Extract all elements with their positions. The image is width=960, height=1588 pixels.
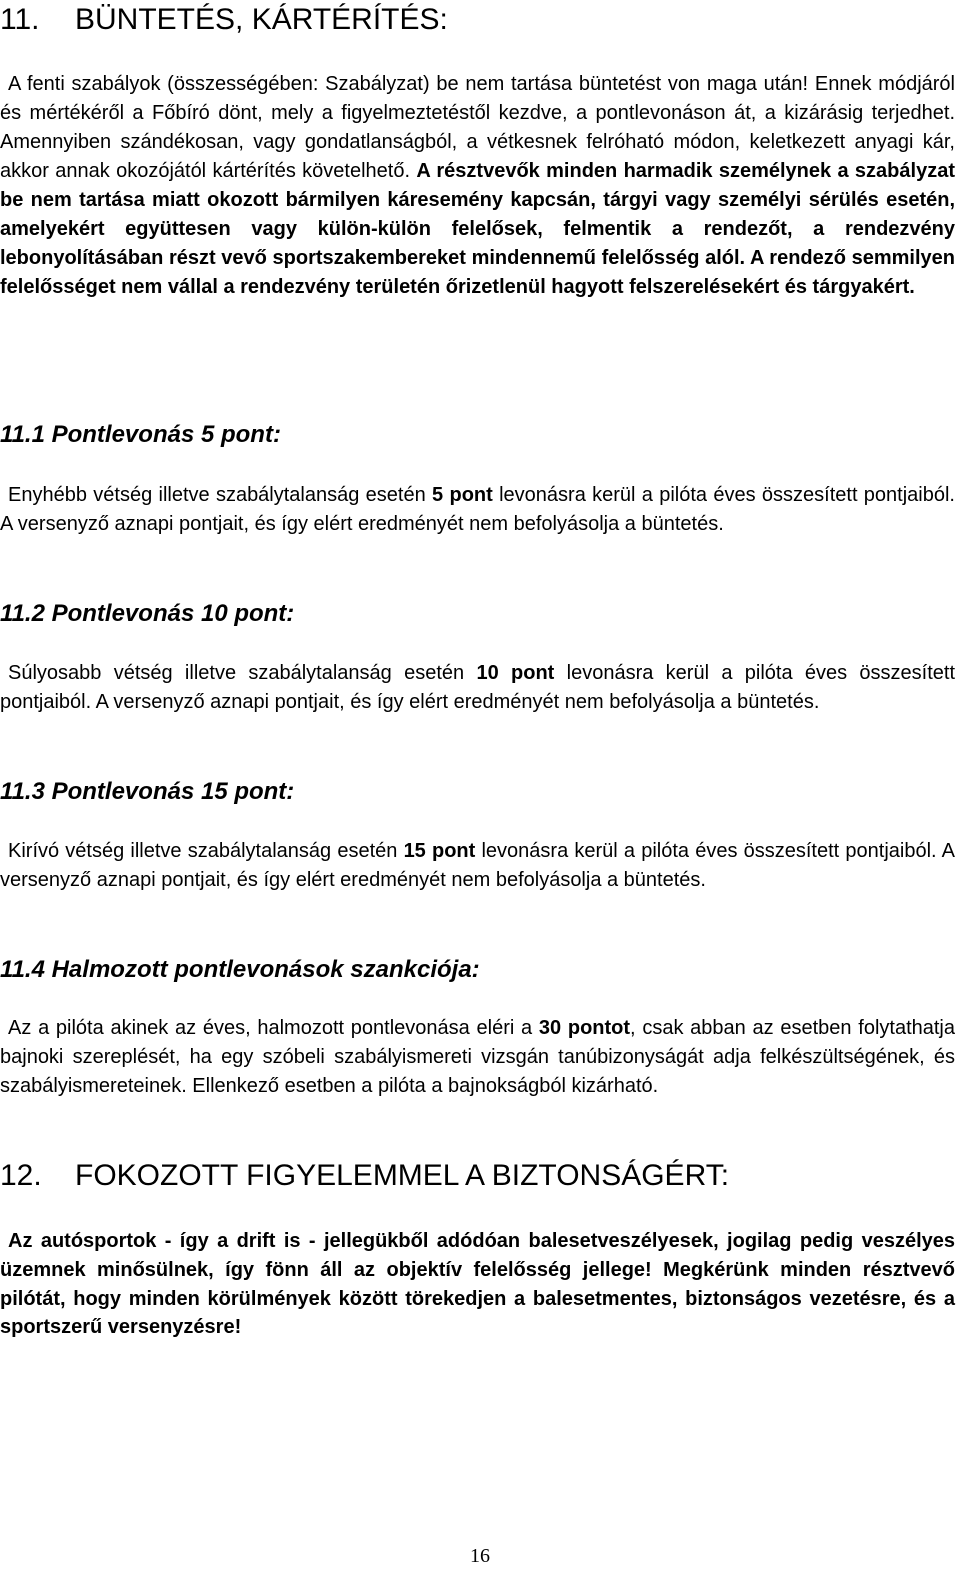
subsection-11-1-paragraph (0, 481, 955, 539)
subsection-11-3-text-start: Kirívó vétség illetve szabálytalanság esetén (8, 840, 404, 862)
subsection-11-4-text-start: Az a pilóta akinek az éves, halmozott pontlevonása eléri a (8, 1017, 539, 1039)
section-12-title: FOKOZOTT FIGYELEMMEL A BIZTONSÁGÉRT: (75, 1159, 730, 1192)
subsection-11-4-points: 30 pontot (538, 1017, 631, 1039)
section-11-number: 11. (0, 3, 40, 36)
subsection-11-2-heading: 11.2 Pontlevonás 10 pont: (0, 600, 295, 627)
subsection-11-1-heading: 11.1 Pontlevonás 5 pont: (0, 421, 281, 448)
section-11-title: BÜNTETÉS, KÁRTÉRÍTÉS: (75, 3, 448, 36)
section-11-intro-paragraph (0, 70, 955, 302)
subsection-11-2-paragraph (0, 659, 955, 717)
section-12-paragraph (0, 1227, 955, 1342)
subsection-11-2-text-end: levonásra kerül a pilóta éves összesített pontjaiból. A versenyző aznapi pontjait, és így elért eredményét nem befolyásolja a büntetés. (0, 662, 956, 713)
subsection-11-1-text-end: levonásra kerül a pilóta éves összesített pontjaiból. A versenyző aznapi pontjait, és így elért eredményét nem befolyásolja a büntetés. (0, 484, 955, 535)
subsection-11-2-text-start: Súlyosabb vétség illetve szabálytalanság esetén (8, 662, 477, 684)
subsection-11-2-points: 10 pont (476, 662, 555, 684)
subsection-11-4-heading: 11.4 Halmozott pontlevonások szankciója: (0, 956, 480, 983)
subsection-11-3-text-end: levonásra kerül a pilóta éves összesített pontjaiból. A versenyző aznapi pontjait, és így elért eredményét nem befolyásolja a büntetés. (0, 840, 956, 891)
subsection-11-3-heading: 11.3 Pontlevonás 15 pont: (0, 778, 295, 805)
section-11-intro-text: A fenti szabályok (összességében: Szabályzat) be nem tartása büntetést von maga után! Ennek módjáról és mértékéről a Főbíró dönt, mely a figyelmeztetéstől kezdve, a pontlevonáson át, a kizárásig terjedhet. Amennyiben szándékosan, vagy gondatlanságból, a vétkesnek felróható módon, keletkezett anyagi kár, akkor annak okozójától kártérítés követelhető. (0, 73, 955, 182)
section-12-heading (0, 1158, 960, 1194)
page-number: 16 (470, 1545, 490, 1567)
subsection-11-4-paragraph (0, 1014, 955, 1101)
section-11-heading (0, 2, 960, 38)
subsection-11-3-points: 15 pont (403, 840, 476, 862)
section-12-text: Az autósportok - így a drift is - jellegükből adódóan balesetveszélyesek, jogilag pedig veszélyes üzemnek minősülnek, így fönn áll az objektív felelősség jellege! Megkérünk minden résztvevő pilótát, hogy minden körülmények között törekedjen a balesetmentes, biztonságos vezetésre, és a sportszerű versenyzésre! (0, 1230, 955, 1339)
subsection-11-1-text-start: Enyhébb vétség illetve szabálytalanság esetén (8, 484, 433, 506)
subsection-11-4-text-end: , csak abban az esetben folytathatja bajnoki szereplését, ha egy szóbeli szabályismereti vizsgán tanúbizonyságát adja felkészültségének, és szabályismereteinek. Ellenkező esetben a pilóta a bajnokságból kizárható. (0, 1017, 955, 1097)
subsection-11-3-paragraph (0, 837, 955, 895)
section-12-number: 12. (0, 1159, 42, 1192)
section-11-intro-bold-text: A résztvevők minden harmadik személynek a szabályzat be nem tartása miatt okozott bármilyen káresemény kapcsán, tárgyi vagy személyi sérülés esetén, amelyekért együttesen vagy külön-külön felelősek, felmentik a rendezőt, a rendezvény lebonyolításában részt vevő sportszakembereket mindennemű felelősség alól. A rendező semmilyen felelősséget nem vállal a rendezvény területén őrizetlenül hagyott felszerelésekért és tárgyakért. (0, 160, 955, 298)
subsection-11-1-points: 5 pont (432, 484, 493, 506)
